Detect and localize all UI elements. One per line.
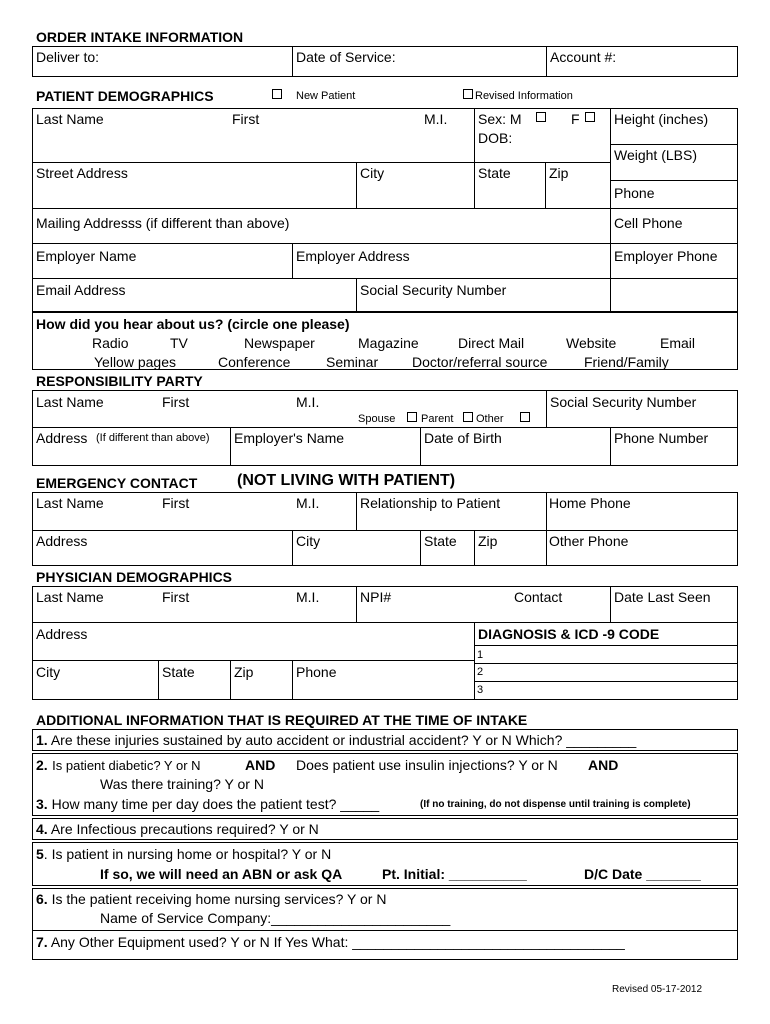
email-address-field[interactable]: Email Address: [36, 282, 126, 298]
referral-option[interactable]: Doctor/referral source: [412, 354, 548, 370]
ec-state-field[interactable]: State: [424, 533, 457, 549]
sex-female-checkbox[interactable]: [585, 112, 595, 122]
other-label: Other: [476, 413, 504, 425]
question-6[interactable]: [36, 892, 386, 906]
rp-ssn-field[interactable]: Social Security Number: [550, 394, 697, 410]
sex-female-label: F: [571, 111, 580, 127]
ph-npi-field[interactable]: NPI#: [360, 589, 392, 605]
physician-demographics-heading: PHYSICIAN DEMOGRAPHICS: [36, 569, 233, 585]
referral-option[interactable]: Friend/Family: [584, 354, 669, 370]
account-number-field[interactable]: Account #:: [550, 49, 617, 65]
ph-zip-field[interactable]: Zip: [234, 664, 254, 680]
responsibility-party-heading: RESPONSIBILITY PARTY: [36, 373, 203, 389]
ssn-field[interactable]: Social Security Number: [360, 282, 507, 298]
question-1-number: 1.: [36, 732, 48, 748]
question-7-number: 7.: [36, 934, 48, 950]
ec-other-phone-field[interactable]: Other Phone: [549, 533, 629, 549]
question-3-note: (If no training, do not dispense until training is complete): [420, 799, 691, 810]
and-label: AND: [245, 757, 276, 773]
street-address-field[interactable]: Street Address: [36, 165, 128, 181]
abn-notice: If so, we will need an ABN or ask QA: [100, 866, 343, 882]
referral-option[interactable]: Seminar: [326, 354, 379, 370]
cell-phone-field[interactable]: Cell Phone: [614, 215, 683, 231]
question-4[interactable]: [36, 822, 319, 836]
employer-address-field[interactable]: Employer Address: [296, 248, 410, 264]
patient-first-name-field[interactable]: First: [232, 111, 260, 127]
question-2b-text[interactable]: Does patient use insulin injections? Y or N: [296, 757, 558, 773]
zip-field[interactable]: Zip: [549, 165, 569, 181]
diagnosis-line[interactable]: 2: [477, 666, 484, 678]
ec-first-name-field[interactable]: First: [162, 495, 190, 511]
ec-relationship-field[interactable]: Relationship to Patient: [360, 495, 501, 511]
question-1[interactable]: [36, 733, 636, 747]
referral-option[interactable]: Radio: [92, 335, 129, 351]
emergency-contact-note: (NOT LIVING WITH PATIENT): [237, 472, 456, 489]
ec-last-name-field[interactable]: Last Name: [36, 495, 104, 511]
other-checkbox[interactable]: [520, 412, 530, 422]
ph-address-field[interactable]: Address: [36, 626, 88, 642]
question-2a-text: Is patient diabetic? Y or N: [52, 758, 201, 773]
question-6-number: 6.: [36, 891, 48, 907]
spouse-checkbox[interactable]: [407, 412, 417, 422]
sex-male-checkbox[interactable]: [536, 112, 546, 122]
question-3-text: How many time per day does the patient test? _____: [51, 796, 380, 812]
diagnosis-line[interactable]: 3: [477, 684, 484, 696]
referral-option[interactable]: Conference: [218, 354, 291, 370]
question-2-number: 2.: [36, 757, 48, 773]
deliver-to-field[interactable]: Deliver to:: [36, 49, 100, 65]
referral-option[interactable]: Email: [660, 335, 696, 351]
revision-date: Revised 05-17-2012: [612, 984, 703, 995]
additional-info-heading: ADDITIONAL INFORMATION THAT IS REQUIRED AT THE TIME OF INTAKE: [36, 712, 528, 728]
ph-city-field[interactable]: City: [36, 664, 61, 680]
height-field[interactable]: Height (inches): [614, 111, 709, 127]
question-7-text: Any Other Equipment used? Y or N If Yes What: ___________________________________: [50, 934, 625, 950]
ph-phone-field[interactable]: Phone: [296, 664, 337, 680]
pt-initial-field[interactable]: Pt. Initial: __________: [382, 866, 527, 882]
question-5[interactable]: [36, 847, 331, 861]
referral-option[interactable]: Yellow pages: [94, 354, 176, 370]
dob-field[interactable]: DOB:: [478, 130, 513, 146]
patient-demographics-heading: PATIENT DEMOGRAPHICS: [36, 88, 214, 104]
question-2c-text[interactable]: Was there training? Y or N: [100, 776, 264, 792]
revised-information-checkbox[interactable]: [463, 89, 473, 99]
ec-zip-field[interactable]: Zip: [478, 533, 498, 549]
spouse-label: Spouse: [358, 413, 396, 425]
ph-mi-field[interactable]: M.I.: [296, 589, 320, 605]
employer-phone-field[interactable]: Employer Phone: [614, 248, 718, 264]
diagnosis-heading: DIAGNOSIS & ICD -9 CODE: [478, 626, 660, 642]
new-patient-checkbox[interactable]: [272, 89, 282, 99]
question-3-number: 3.: [36, 796, 48, 812]
employer-name-field[interactable]: Employer Name: [36, 248, 137, 264]
mailing-address-field[interactable]: Mailing Addresss (if different than above): [36, 215, 290, 231]
rp-phone-field[interactable]: Phone Number: [614, 430, 709, 446]
question-5-number: 5: [36, 846, 44, 862]
question-2[interactable]: [36, 758, 201, 774]
ph-first-name-field[interactable]: First: [162, 589, 190, 605]
rp-last-name-field[interactable]: Last Name: [36, 394, 104, 410]
patient-last-name-field[interactable]: Last Name: [36, 111, 104, 127]
dc-date-field[interactable]: D/C Date _______: [584, 866, 701, 882]
question-3[interactable]: [36, 797, 379, 811]
patient-mi-field[interactable]: M.I.: [424, 111, 448, 127]
referral-option[interactable]: Direct Mail: [458, 335, 525, 351]
emergency-contact-heading: EMERGENCY CONTACT: [36, 475, 198, 491]
referral-option[interactable]: Website: [566, 335, 617, 351]
ec-address-field[interactable]: Address: [36, 533, 88, 549]
sex-label: Sex: M: [478, 111, 522, 127]
and-label: AND: [588, 757, 619, 773]
ec-mi-field[interactable]: M.I.: [296, 495, 320, 511]
city-field[interactable]: City: [360, 165, 385, 181]
rp-first-name-field[interactable]: First: [162, 394, 190, 410]
question-6-text: Is the patient receiving home nursing services? Y or N: [51, 891, 387, 907]
rp-address-note: (If different than above): [96, 432, 210, 444]
referral-option[interactable]: TV: [170, 335, 188, 351]
parent-checkbox[interactable]: [463, 412, 473, 422]
ph-last-name-field[interactable]: Last Name: [36, 589, 104, 605]
new-patient-label: New Patient: [296, 90, 356, 102]
ec-city-field[interactable]: City: [296, 533, 321, 549]
question-1-text: Are these injuries sustained by auto accident or industrial accident? Y or N Which? _________: [50, 732, 637, 748]
question-4-number: 4.: [36, 821, 48, 837]
date-of-service-field[interactable]: Date of Service:: [296, 49, 396, 65]
ph-state-field[interactable]: State: [162, 664, 195, 680]
service-company-field[interactable]: Name of Service Company:_______________________: [100, 910, 451, 926]
rp-mi-field[interactable]: M.I.: [296, 394, 320, 410]
question-7[interactable]: [36, 935, 625, 949]
order-intake-heading: ORDER INTAKE INFORMATION: [36, 29, 244, 45]
question-5-text: . Is patient in nursing home or hospital? Y or N: [43, 846, 332, 862]
rp-dob-field[interactable]: Date of Birth: [424, 430, 502, 446]
ph-contact-field[interactable]: Contact: [514, 589, 563, 605]
ph-date-last-seen-field[interactable]: Date Last Seen: [614, 589, 711, 605]
revised-information-label: Revised Information: [475, 90, 573, 102]
question-4-text: Are Infectious precautions required? Y or N: [50, 821, 319, 837]
state-field[interactable]: State: [478, 165, 511, 181]
rp-address-field[interactable]: Address: [36, 430, 88, 446]
rp-employer-name-field[interactable]: Employer's Name: [234, 430, 345, 446]
referral-option[interactable]: Magazine: [358, 335, 419, 351]
referral-option[interactable]: Newspaper: [244, 335, 315, 351]
referral-question: How did you hear about us? (circle one please): [36, 316, 350, 332]
diagnosis-line[interactable]: 1: [477, 649, 484, 661]
parent-label: Parent: [421, 413, 454, 425]
ec-home-phone-field[interactable]: Home Phone: [549, 495, 631, 511]
phone-field[interactable]: Phone: [614, 185, 655, 201]
weight-field[interactable]: Weight (LBS): [614, 147, 697, 163]
